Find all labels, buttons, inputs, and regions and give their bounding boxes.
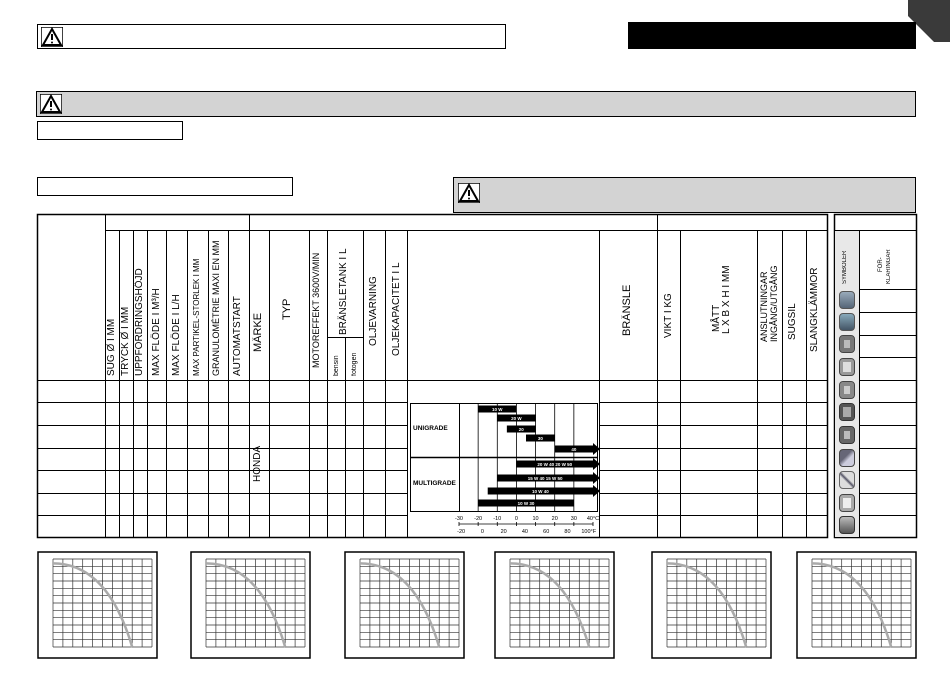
header-explanations: FÖR- [878, 257, 884, 272]
oil-bar-label: 10 W [492, 407, 503, 412]
ring-icon [839, 426, 855, 444]
header-type: TYP [281, 298, 293, 320]
fahrenheit-tick: 80 [564, 529, 571, 535]
celsius-tick: -10 [493, 516, 502, 522]
ring-icon [839, 403, 855, 421]
performance-curve-graph [37, 551, 158, 659]
hose-icon [839, 471, 855, 489]
header-size: MÅTT [711, 304, 722, 332]
header-connections-io: INGÅNG/UTGÅNG [769, 265, 779, 342]
oil-can-icon [839, 381, 855, 399]
fahrenheit-tick: 20 [500, 529, 507, 535]
oil-bar-label: 20 W [511, 416, 522, 421]
header-tank-fotogen: fotogen [351, 352, 358, 376]
symbol-icons [836, 291, 858, 537]
celsius-tick: 20 [551, 516, 558, 522]
fuel-can-icon [839, 358, 855, 376]
header-fuel-tank: BRÄNSLETANK I L [338, 248, 349, 335]
engine-icon [839, 335, 855, 353]
oil-bar-label: 10 W 30 [517, 501, 535, 506]
brand-honda: HONDA [252, 445, 263, 482]
oil-bar-label: 30 [537, 436, 543, 441]
celsius-tick: 30 [570, 516, 577, 522]
celsius-tick: 0 [514, 516, 518, 522]
pump-icon [839, 291, 855, 309]
header-max-flow-m3h: MAX FLÖDE I M³/H [151, 288, 162, 376]
tools-icon [839, 449, 855, 467]
oil-viscosity-chart [408, 401, 604, 537]
pump-icon [839, 313, 855, 331]
header-granulometrie: GRANULOMÉTRIE MAXI EN MM [211, 240, 221, 376]
header-lift-height: UPPFORDRINGSHÖJD [134, 268, 145, 376]
performance-curve-graph [494, 551, 615, 659]
header-tank-bensin: bensin [333, 355, 340, 376]
fahrenheit-tick: 40 [521, 529, 528, 535]
header-strainer: SUGSIL [787, 303, 798, 340]
celsius-tick: 10 [532, 516, 539, 522]
unigrade-label: UNIGRADE [413, 425, 448, 432]
header-pressure: TRYCK Ø I MM [120, 306, 131, 376]
performance-curve-graph [651, 551, 772, 659]
gauge-icon [839, 494, 855, 512]
performance-curve-graph [190, 551, 311, 659]
filter-icon [839, 516, 855, 534]
oil-bar-label: 20 W 40 20 W 50 [537, 462, 573, 467]
header-weight: VIKT I KG [663, 293, 674, 338]
celsius-tick: 40°C [586, 516, 600, 522]
header-brand: MÄRKE [252, 312, 264, 352]
fahrenheit-tick: 0 [480, 529, 484, 535]
oil-bar-label: 15 W 40 15 W 50 [527, 476, 563, 481]
header-motor-power: MOTOREFFEKT 3600V/MIN [311, 252, 321, 368]
oil-bar-label: 40 [571, 447, 577, 452]
header-explanations-2: KLARINGAR [886, 249, 892, 284]
oil-bar-label: 10 W 40 [531, 489, 549, 494]
multigrade-label: MULTIGRADE [413, 480, 456, 487]
performance-curve-graph [344, 551, 465, 659]
header-size-units: L X B X H I MM [721, 265, 732, 334]
header-symbols: SYMBOLER [842, 250, 848, 284]
header-auto-start: AUTOMATSTART [232, 296, 243, 376]
celsius-tick: -20 [474, 516, 483, 522]
header-connections: ANSLUTNINGAR [759, 271, 769, 342]
fahrenheit-tick: 100°F [581, 529, 597, 535]
fahrenheit-tick: 60 [543, 529, 550, 535]
performance-curve-graph [796, 551, 917, 659]
header-oil-capacity: OLJEKAPACITET I L [391, 262, 402, 356]
celsius-tick: -30 [455, 516, 463, 522]
header-oil-warning: OLJEVARNING [368, 276, 379, 346]
header-fuel: BRÄNSLE [621, 284, 633, 336]
header-max-particle: MAX PARTIKEL-STORLEK I MM [192, 258, 201, 376]
header-hose-clamps: SLANGKLÄMMOR [809, 267, 820, 352]
fahrenheit-tick: -20 [457, 529, 466, 535]
oil-bar-label: 20 [518, 427, 524, 432]
header-suction: SUG Ø I MM [106, 318, 117, 376]
header-max-flow-lh: MAX FLÖDE I L/H [171, 294, 182, 376]
